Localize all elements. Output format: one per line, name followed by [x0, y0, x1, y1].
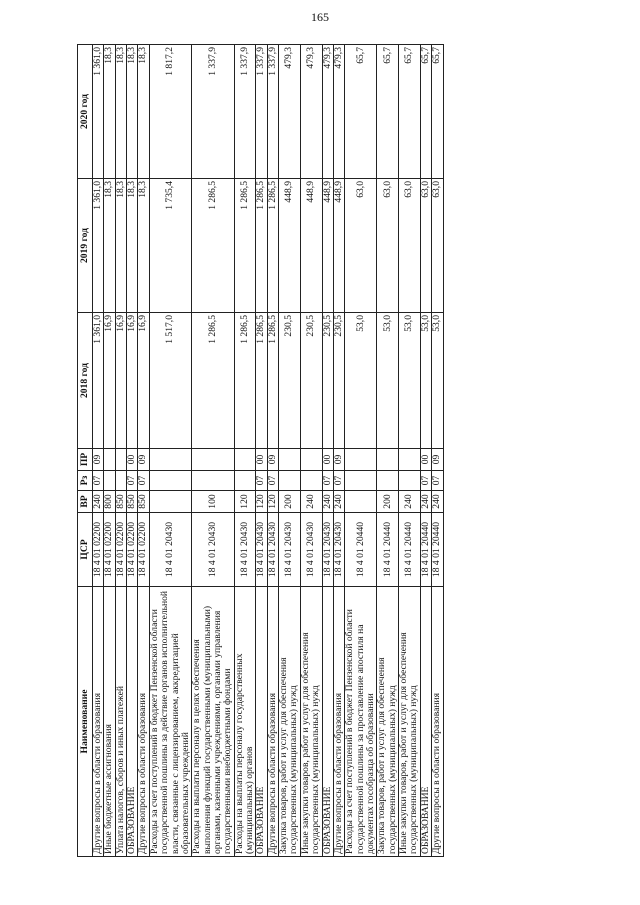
table-row: [93, 45, 104, 857]
table-row: [420, 45, 431, 857]
cell-2018: 230,5: [322, 313, 333, 449]
cell-2020: 65,7: [345, 45, 377, 179]
header-csr: ЦСР: [78, 513, 93, 587]
table-row: [127, 45, 138, 857]
header-vr: ВР: [78, 491, 93, 513]
cell-pr: 09: [138, 449, 149, 471]
cell-csr: 18 4 01 20430: [234, 513, 256, 587]
cell-2019: 1 286,5: [234, 179, 256, 313]
cell-name: Расходы на выплаты персоналу в целях обеспечения выполнения функций государственными (муниципальными) органами, казенными учреждениями, органами управления государственными внебюджетными фондами: [192, 587, 234, 857]
cell-2019: 448,9: [333, 179, 344, 313]
cell-vr: 240: [420, 491, 431, 513]
cell-rz: [104, 471, 115, 491]
cell-vr: 240: [399, 491, 421, 513]
cell-pr: [115, 449, 126, 471]
cell-rz: 07: [138, 471, 149, 491]
table-row: [192, 45, 234, 857]
cell-vr: 850: [138, 491, 149, 513]
cell-2020: 65,7: [377, 45, 399, 179]
cell-name: Закупка товаров, работ и услуг для обеспечения государственных (муниципальных) нужд: [377, 587, 399, 857]
cell-rz: 07: [267, 471, 278, 491]
cell-2019: 448,9: [279, 179, 301, 313]
cell-csr: 18 4 01 20430: [279, 513, 301, 587]
cell-2019: 1 735,4: [149, 179, 191, 313]
cell-pr: [300, 449, 322, 471]
cell-rz: [300, 471, 322, 491]
cell-vr: 240: [432, 491, 443, 513]
cell-2020: 1 817,2: [149, 45, 191, 179]
cell-2019: 448,9: [300, 179, 322, 313]
cell-rz: [399, 471, 421, 491]
cell-rz: [115, 471, 126, 491]
cell-vr: 120: [256, 491, 267, 513]
table-header: [78, 45, 93, 857]
cell-2018: 53,0: [399, 313, 421, 449]
table-row: [399, 45, 421, 857]
cell-2020: 1 337,9: [267, 45, 278, 179]
cell-rz: 07: [127, 471, 138, 491]
cell-pr: [192, 449, 234, 471]
cell-2018: 1 361,0: [93, 313, 104, 449]
cell-2020: 1 361,0: [93, 45, 104, 179]
cell-2019: 1 286,5: [192, 179, 234, 313]
header-2019: 2019 год: [78, 179, 93, 313]
cell-vr: 100: [192, 491, 234, 513]
cell-2020: 18,3: [127, 45, 138, 179]
cell-rz: 07: [432, 471, 443, 491]
cell-2018: 1 286,5: [192, 313, 234, 449]
cell-2019: 18,3: [115, 179, 126, 313]
cell-rz: [279, 471, 301, 491]
cell-2018: 1 286,5: [256, 313, 267, 449]
table-row: [345, 45, 377, 857]
cell-rz: [377, 471, 399, 491]
cell-name: Другие вопросы в области образования: [138, 587, 149, 857]
header-row: [78, 45, 93, 857]
cell-2020: 18,3: [104, 45, 115, 179]
page-number: 165: [311, 10, 329, 24]
cell-name: Иные бюджетные ассигнования: [104, 587, 115, 857]
cell-pr: [345, 449, 377, 471]
cell-2018: 16,9: [104, 313, 115, 449]
cell-vr: 800: [104, 491, 115, 513]
table-row: [377, 45, 399, 857]
cell-2018: 230,5: [333, 313, 344, 449]
table-row: [138, 45, 149, 857]
table-row: [267, 45, 278, 857]
cell-name: ОБРАЗОВАНИЕ: [256, 587, 267, 857]
cell-csr: 18 4 01 02200: [138, 513, 149, 587]
cell-rz: 07: [322, 471, 333, 491]
cell-2019: 63,0: [420, 179, 431, 313]
budget-table: [77, 44, 444, 857]
cell-pr: [399, 449, 421, 471]
cell-rz: [234, 471, 256, 491]
cell-pr: [149, 449, 191, 471]
cell-csr: 18 4 01 02200: [93, 513, 104, 587]
cell-csr: 18 4 01 20430: [192, 513, 234, 587]
cell-2019: 18,3: [138, 179, 149, 313]
table-row: [115, 45, 126, 857]
table-row: [104, 45, 115, 857]
cell-2020: 479,3: [300, 45, 322, 179]
cell-2019: 63,0: [377, 179, 399, 313]
cell-2020: 1 337,9: [234, 45, 256, 179]
cell-rz: [345, 471, 377, 491]
cell-rz: 07: [333, 471, 344, 491]
cell-2019: 1 361,0: [93, 179, 104, 313]
cell-pr: 00: [322, 449, 333, 471]
cell-vr: [149, 491, 191, 513]
cell-name: ОБРАЗОВАНИЕ: [322, 587, 333, 857]
cell-vr: 120: [267, 491, 278, 513]
cell-csr: 18 4 01 20440: [377, 513, 399, 587]
cell-2018: 16,9: [138, 313, 149, 449]
cell-csr: 18 4 01 20430: [267, 513, 278, 587]
cell-name: Другие вопросы в области образования: [267, 587, 278, 857]
rotated-budget-table-wrapper: [77, 45, 561, 857]
cell-2018: 230,5: [300, 313, 322, 449]
cell-name: Иные закупки товаров, работ и услуг для обеспечения государственных (муниципальных) нужд: [399, 587, 421, 857]
cell-vr: 200: [279, 491, 301, 513]
cell-vr: 240: [333, 491, 344, 513]
table-row: [149, 45, 191, 857]
cell-pr: 00: [127, 449, 138, 471]
cell-rz: [192, 471, 234, 491]
table-row: [234, 45, 256, 857]
cell-vr: 120: [234, 491, 256, 513]
cell-2020: 1 337,9: [256, 45, 267, 179]
cell-csr: 18 4 01 20430: [322, 513, 333, 587]
cell-name: Иные закупки товаров, работ и услуг для обеспечения государственных (муниципальных) нужд: [300, 587, 322, 857]
cell-csr: 18 4 01 20440: [420, 513, 431, 587]
cell-pr: [377, 449, 399, 471]
cell-pr: 09: [333, 449, 344, 471]
cell-rz: 07: [93, 471, 104, 491]
header-2018: 2018 год: [78, 313, 93, 449]
cell-2018: 53,0: [377, 313, 399, 449]
cell-2018: 1 286,5: [267, 313, 278, 449]
cell-2018: 230,5: [279, 313, 301, 449]
table-row: [432, 45, 443, 857]
cell-2018: 53,0: [420, 313, 431, 449]
cell-2019: 1 286,5: [267, 179, 278, 313]
cell-name: ОБРАЗОВАНИЕ: [420, 587, 431, 857]
cell-2020: 65,7: [432, 45, 443, 179]
cell-name: Другие вопросы в области образования: [93, 587, 104, 857]
cell-rz: [149, 471, 191, 491]
cell-2018: 16,9: [115, 313, 126, 449]
cell-csr: 18 4 01 20440: [432, 513, 443, 587]
cell-csr: 18 4 01 02200: [127, 513, 138, 587]
cell-name: Расходы за счет поступлений в бюджет Пензенской области государственной пошлины за проставление апостиля на документах гособразца об образовании: [345, 587, 377, 857]
header-rz: Рз: [78, 471, 93, 491]
cell-2019: 63,0: [399, 179, 421, 313]
cell-rz: 07: [256, 471, 267, 491]
cell-2020: 479,3: [322, 45, 333, 179]
cell-vr: 240: [300, 491, 322, 513]
cell-pr: 00: [420, 449, 431, 471]
cell-2019: 63,0: [345, 179, 377, 313]
cell-csr: 18 4 01 02200: [115, 513, 126, 587]
cell-rz: 07: [420, 471, 431, 491]
header-name: Наименование: [78, 587, 93, 857]
cell-2020: 1 337,9: [192, 45, 234, 179]
cell-2019: 448,9: [322, 179, 333, 313]
cell-pr: [279, 449, 301, 471]
cell-name: Другие вопросы в области образования: [333, 587, 344, 857]
cell-2019: 63,0: [432, 179, 443, 313]
table-body: [93, 45, 444, 857]
cell-pr: [104, 449, 115, 471]
cell-pr: [234, 449, 256, 471]
table-row: [256, 45, 267, 857]
cell-2019: 18,3: [104, 179, 115, 313]
cell-vr: 240: [322, 491, 333, 513]
cell-csr: 18 4 01 20440: [345, 513, 377, 587]
cell-name: Другие вопросы в области образования: [432, 587, 443, 857]
cell-name: Расходы на выплаты персоналу государственных (муниципальных) органов: [234, 587, 256, 857]
cell-vr: 850: [115, 491, 126, 513]
table-row: [333, 45, 344, 857]
table-row: [300, 45, 322, 857]
cell-csr: 18 4 01 02200: [104, 513, 115, 587]
cell-vr: [345, 491, 377, 513]
cell-csr: 18 4 01 20430: [333, 513, 344, 587]
cell-vr: 240: [93, 491, 104, 513]
cell-pr: 09: [93, 449, 104, 471]
cell-2019: 1 286,5: [256, 179, 267, 313]
table-row: [279, 45, 301, 857]
cell-2020: 479,3: [333, 45, 344, 179]
cell-name: Уплата налогов, сборов и иных платежей: [115, 587, 126, 857]
cell-csr: 18 4 01 20430: [256, 513, 267, 587]
cell-2020: 65,7: [420, 45, 431, 179]
cell-2020: 65,7: [399, 45, 421, 179]
cell-2018: 1 517,0: [149, 313, 191, 449]
cell-2020: 18,3: [115, 45, 126, 179]
cell-2018: 16,9: [127, 313, 138, 449]
cell-name: Расходы за счет поступлений в бюджет Пензенской области государственной пошлины за действие органов исполнительной власти, связанные с лицензированием, аккредитацией образовательных учреждений: [149, 587, 191, 857]
cell-csr: 18 4 01 20430: [300, 513, 322, 587]
cell-2018: 1 286,5: [234, 313, 256, 449]
cell-2020: 18,3: [138, 45, 149, 179]
cell-pr: 09: [432, 449, 443, 471]
table-row: [322, 45, 333, 857]
cell-2019: 18,3: [127, 179, 138, 313]
cell-pr: 00: [256, 449, 267, 471]
cell-csr: 18 4 01 20430: [149, 513, 191, 587]
cell-2018: 53,0: [432, 313, 443, 449]
cell-pr: 09: [267, 449, 278, 471]
cell-name: Закупка товаров, работ и услуг для обеспечения государственных (муниципальных) нужд: [279, 587, 301, 857]
cell-2020: 479,3: [279, 45, 301, 179]
cell-vr: 850: [127, 491, 138, 513]
cell-vr: 200: [377, 491, 399, 513]
cell-name: ОБРАЗОВАНИЕ: [127, 587, 138, 857]
header-2020: 2020 год: [78, 45, 93, 179]
cell-csr: 18 4 01 20440: [399, 513, 421, 587]
header-pr: ПР: [78, 449, 93, 471]
cell-2018: 53,0: [345, 313, 377, 449]
